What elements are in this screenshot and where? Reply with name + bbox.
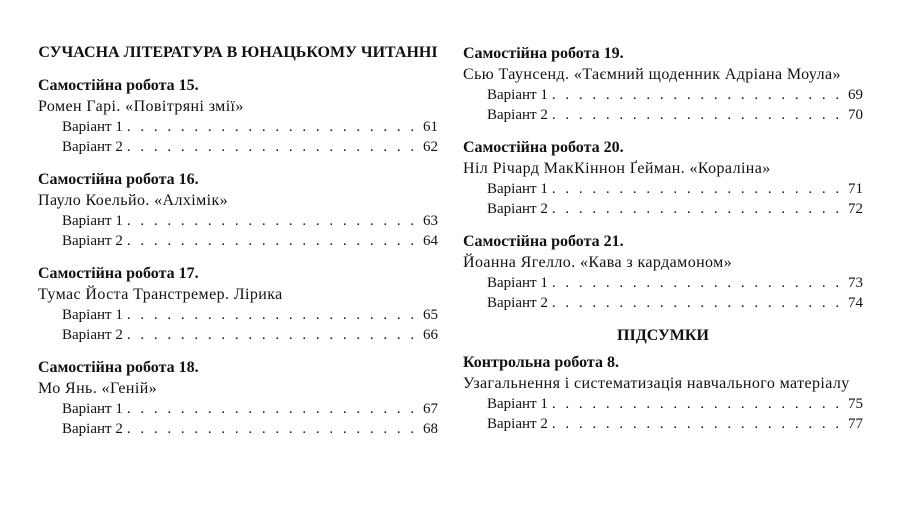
dot-leader bbox=[127, 399, 419, 419]
entry-heading: Самостійна робота 19. bbox=[463, 45, 624, 62]
page-number: 70 bbox=[848, 107, 863, 123]
toc-row[interactable] bbox=[38, 211, 438, 231]
variant-label: Варіант 2 bbox=[62, 421, 123, 437]
page-number: 67 bbox=[423, 401, 438, 417]
page-number: 75 bbox=[848, 396, 863, 412]
variant-label: Варіант 2 bbox=[487, 416, 548, 432]
toc-row[interactable] bbox=[38, 305, 438, 325]
dot-leader bbox=[552, 394, 844, 414]
toc-row[interactable] bbox=[38, 325, 438, 345]
variant-label: Варіант 2 bbox=[62, 139, 123, 155]
entry-heading: Самостійна робота 15. bbox=[38, 77, 199, 94]
toc-entry bbox=[38, 358, 438, 439]
entry-heading: Самостійна робота 16. bbox=[38, 171, 199, 188]
dot-leader bbox=[552, 179, 844, 199]
entry-heading: Контрольна робота 8. bbox=[463, 354, 619, 371]
entry-subtitle: Тумас Йоста Транстремер. Лірика bbox=[38, 286, 283, 303]
variant-label: Варіант 2 bbox=[487, 107, 548, 123]
page-number: 63 bbox=[423, 213, 438, 229]
variant-label: Варіант 1 bbox=[487, 181, 548, 197]
page-number: 73 bbox=[848, 275, 863, 291]
toc-row[interactable] bbox=[463, 293, 863, 313]
entry-heading: Самостійна робота 20. bbox=[463, 139, 624, 156]
toc-left-column bbox=[38, 44, 438, 452]
variant-label: Варіант 1 bbox=[487, 396, 548, 412]
summary-section-title: ПІДСУМКИ bbox=[617, 327, 709, 344]
variant-label: Варіант 1 bbox=[62, 119, 123, 135]
dot-leader bbox=[552, 199, 844, 219]
page-number: 72 bbox=[848, 201, 863, 217]
dot-leader bbox=[127, 211, 419, 231]
dot-leader bbox=[552, 273, 844, 293]
entry-subtitle: Пауло Коельйо. «Алхімік» bbox=[38, 192, 229, 209]
entry-subtitle: Йоанна Ягелло. «Кава з кардамоном» bbox=[463, 254, 733, 271]
dot-leader bbox=[127, 325, 419, 345]
toc-entry bbox=[463, 138, 863, 219]
entry-heading: Самостійна робота 21. bbox=[463, 233, 624, 250]
variant-label: Варіант 1 bbox=[487, 275, 548, 291]
dot-leader bbox=[552, 414, 844, 434]
dot-leader bbox=[127, 419, 419, 439]
dot-leader bbox=[127, 305, 419, 325]
toc-row[interactable] bbox=[463, 179, 863, 199]
entry-subtitle: Ніл Річард МакКіннон Ґейман. «Кораліна» bbox=[463, 160, 771, 177]
toc-row[interactable] bbox=[463, 273, 863, 293]
toc-row[interactable] bbox=[38, 137, 438, 157]
toc-row[interactable] bbox=[38, 231, 438, 251]
dot-leader bbox=[127, 137, 419, 157]
toc-entry bbox=[463, 232, 863, 313]
variant-label: Варіант 2 bbox=[487, 201, 548, 217]
toc-entry bbox=[38, 76, 438, 157]
page-number: 77 bbox=[848, 416, 863, 432]
toc-entry bbox=[38, 264, 438, 345]
section-title: СУЧАСНА ЛІТЕРАТУРА В ЮНАЦЬКОМУ ЧИТАННІ bbox=[38, 44, 438, 61]
variant-label: Варіант 1 bbox=[62, 213, 123, 229]
variant-label: Варіант 1 bbox=[487, 87, 548, 103]
entry-heading: Самостійна робота 17. bbox=[38, 265, 199, 282]
page-number: 62 bbox=[423, 139, 438, 155]
dot-leader bbox=[552, 85, 844, 105]
toc-right-column bbox=[463, 44, 863, 447]
page-number: 65 bbox=[423, 307, 438, 323]
page-number: 69 bbox=[848, 87, 863, 103]
entry-heading: Самостійна робота 18. bbox=[38, 359, 199, 376]
dot-leader bbox=[552, 105, 844, 125]
variant-label: Варіант 2 bbox=[487, 295, 548, 311]
page-number: 64 bbox=[423, 233, 438, 249]
toc-row[interactable] bbox=[463, 85, 863, 105]
page-number: 71 bbox=[848, 181, 863, 197]
entry-subtitle: Ромен Гарі. «Повітряні змії» bbox=[38, 98, 244, 115]
page-number: 66 bbox=[423, 327, 438, 343]
variant-label: Варіант 2 bbox=[62, 327, 123, 343]
toc-row[interactable] bbox=[463, 105, 863, 125]
toc-row[interactable] bbox=[463, 414, 863, 434]
dot-leader bbox=[552, 293, 844, 313]
toc-entry bbox=[463, 44, 863, 125]
variant-label: Варіант 2 bbox=[62, 233, 123, 249]
page-number: 74 bbox=[848, 295, 863, 311]
toc-row[interactable] bbox=[38, 117, 438, 137]
variant-label: Варіант 1 bbox=[62, 401, 123, 417]
page-number: 61 bbox=[423, 119, 438, 135]
page-number: 68 bbox=[423, 421, 438, 437]
entry-subtitle: Мо Янь. «Геній» bbox=[38, 380, 158, 397]
entry-subtitle: Узагальнення і систематизація навчального матеріалу bbox=[463, 375, 850, 392]
toc-entry bbox=[38, 170, 438, 251]
dot-leader bbox=[127, 231, 419, 251]
dot-leader bbox=[127, 117, 419, 137]
toc-row[interactable] bbox=[463, 199, 863, 219]
toc-row[interactable] bbox=[38, 419, 438, 439]
toc-entry bbox=[463, 353, 863, 434]
toc-row[interactable] bbox=[38, 399, 438, 419]
toc-row[interactable] bbox=[463, 394, 863, 414]
entry-subtitle: Сью Таунсенд. «Таємний щоденник Адріана Моула» bbox=[463, 66, 841, 83]
variant-label: Варіант 1 bbox=[62, 307, 123, 323]
